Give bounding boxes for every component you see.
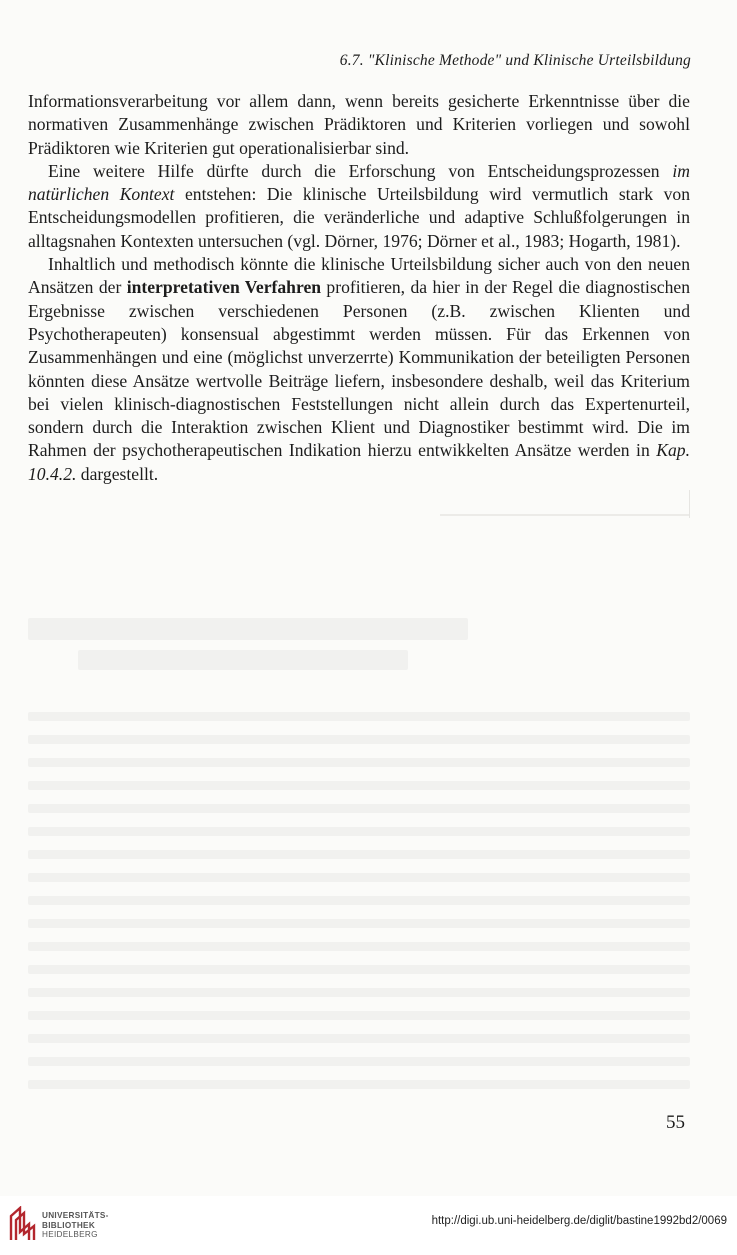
library-name-line-3: HEIDELBERG (42, 1230, 98, 1239)
paragraph-2-text-b: entstehen: Die klinische Urteilsbildung wird vermutlich stark von Entscheidungsmodellen profitieren, die veränderliche und adaptive Schlußfolgerungen in alltagsnahen Kontexten untersuchen (vgl. Dörner, 1976; Dörner et al., 1983; Hogarth, 1981). (28, 184, 690, 251)
show-through-text-line (28, 873, 690, 882)
paragraph-1 (28, 90, 690, 160)
show-through-area (0, 500, 737, 1120)
show-through-text-line (28, 735, 690, 744)
show-through-text-line (28, 942, 690, 951)
paragraph-3-bold-term: interpretativen Verfahren (126, 277, 322, 298)
paragraph-3-text-a: Inhaltlich und methodisch könnte die klinische Urteilsbildung sicher auch von den neuen Ansätzen der (28, 254, 690, 298)
show-through-text-line (28, 1011, 690, 1020)
show-through-text-line (28, 965, 690, 974)
footer-bar (0, 1196, 737, 1255)
chapter-reference: Kap. 10.4.2. (28, 440, 690, 484)
show-through-text-line (28, 919, 690, 928)
show-through-rule-vertical (689, 490, 690, 518)
show-through-text-line (28, 804, 690, 813)
paragraph-2-text-a: Eine weitere Hilfe dürfte durch die Erforschung von Entscheidungsprozessen (48, 160, 673, 181)
show-through-text-line (28, 1080, 690, 1089)
show-through-text-line (28, 896, 690, 905)
show-through-text-line (28, 1057, 690, 1066)
show-through-heading-line (78, 650, 408, 670)
show-through-text-line (28, 712, 690, 721)
paragraph-2-emphasis: im natürlichen Kontext (28, 160, 690, 205)
paragraph-3-text-c: dargestellt. (76, 463, 159, 484)
show-through-rule (440, 514, 690, 516)
body-text (28, 90, 690, 486)
paragraph-3-text-b: profitieren, da hier in der Regel die diagnostischen Ergebnisse zwischen verschiedenen Personen (z.B. zwischen Klienten und Psychotherapeuten) konsensual abgestimmt werden müssen. Für das Erkennen von Zusammenhängen und eine (möglichst unverzerrte) Kommunikation der beteiligten Personen könnten diese Ansätze wertvolle Beiträge liefern, insbesondere deshalb, weil das Kriterium bei vielen klinisch-diagnostischen Feststellungen nicht allein durch das Expertenurteil, sondern durch die Interaktion zwischen Klient und Diagnostiker bestimmt wird. Die im Rahmen der psychotherapeutischen Indikation hierzu entwikkelten Ansätze werden in (28, 277, 690, 461)
show-through-text-line (28, 850, 690, 859)
show-through-text-line (28, 827, 690, 836)
library-name-line-1: UNIVERSITÄTS- (42, 1211, 109, 1220)
paragraph-3 (28, 253, 690, 486)
source-url[interactable]: http://digi.ub.uni-heidelberg.de/diglit/bastine1992bd2/0069 (431, 1215, 727, 1227)
running-head: 6.7. "Klinische Methode" und Klinische Urteilsbildung (339, 52, 691, 69)
show-through-text-line (28, 758, 690, 767)
page-number: 55 (666, 1112, 685, 1133)
show-through-text-line (28, 1034, 690, 1043)
library-name-line-2: BIBLIOTHEK (42, 1220, 96, 1230)
show-through-text-line (28, 988, 690, 997)
paragraph-2 (28, 160, 690, 253)
show-through-heading-line (28, 618, 468, 640)
library-name (42, 1211, 109, 1240)
show-through-text-line (28, 781, 690, 790)
library-logo-icon (8, 1206, 38, 1242)
paragraph-1-text: Informationsverarbeitung vor allem dann, wenn bereits gesicherte Erkenntnisse über die normativen Zusammenhänge zwischen Prädiktoren und Kriterien vorliegen und sowohl Prädiktoren wie Kriterien gut operationalisierbar sind. (28, 91, 690, 158)
